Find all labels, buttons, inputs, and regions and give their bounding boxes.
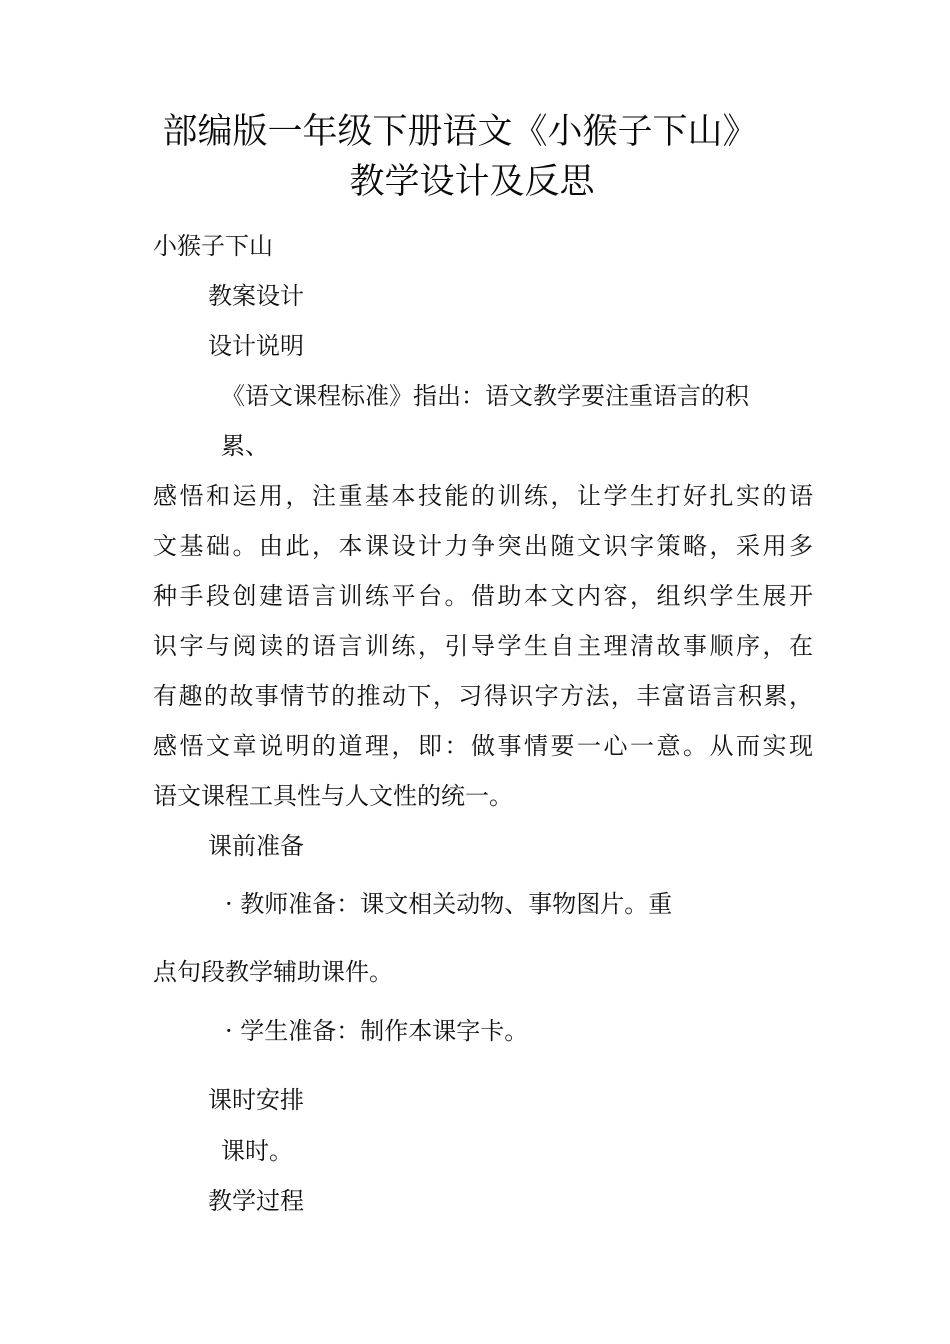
heading-lesson-plan: 教案设计	[208, 282, 304, 310]
paragraph-line: 语文课程工具性与人文性的统一。	[153, 782, 513, 810]
paragraph-line: 识字与阅读的语言训练，引导学生自主理清故事顺序，在	[153, 632, 813, 660]
heading-preparation: 课前准备	[208, 832, 304, 860]
heading-process: 教学过程	[208, 1187, 304, 1215]
paragraph-line: 文基础。由此，本课设计力争突出随文识字策略，采用多	[153, 532, 813, 560]
standard-quote-line-2: 累、	[221, 432, 269, 460]
teacher-prep-line-1: · 教师准备：课文相关动物、事物图片。重	[225, 890, 673, 918]
teacher-prep-line-2: 点句段教学辅助课件。	[153, 958, 393, 986]
standard-quote-line-1: 《语文课程标准》指出：语文教学要注重语言的积	[221, 382, 749, 410]
lesson-name: 小猴子下山	[153, 232, 273, 260]
heading-design-notes: 设计说明	[208, 332, 304, 360]
document-title-line-1: 部编版一年级下册语文《小猴子下山》	[162, 112, 758, 152]
paragraph-line: 感悟文章说明的道理，即：做事情要一心一意。从而实现	[153, 732, 813, 760]
document-title-line-2: 教学设计及反思	[349, 162, 595, 202]
student-prep: · 学生准备：制作本课字卡。	[225, 1017, 529, 1045]
paragraph-line: 有趣的故事情节的推动下，习得识字方法，丰富语言积累，	[153, 682, 813, 710]
paragraph-line: 感悟和运用，注重基本技能的训练，让学生打好扎实的语	[153, 482, 813, 510]
schedule-value: 课时。	[221, 1137, 293, 1165]
heading-schedule: 课时安排	[208, 1086, 304, 1114]
paragraph-line: 种手段创建语言训练平台。借助本文内容，组织学生展开	[153, 582, 813, 610]
